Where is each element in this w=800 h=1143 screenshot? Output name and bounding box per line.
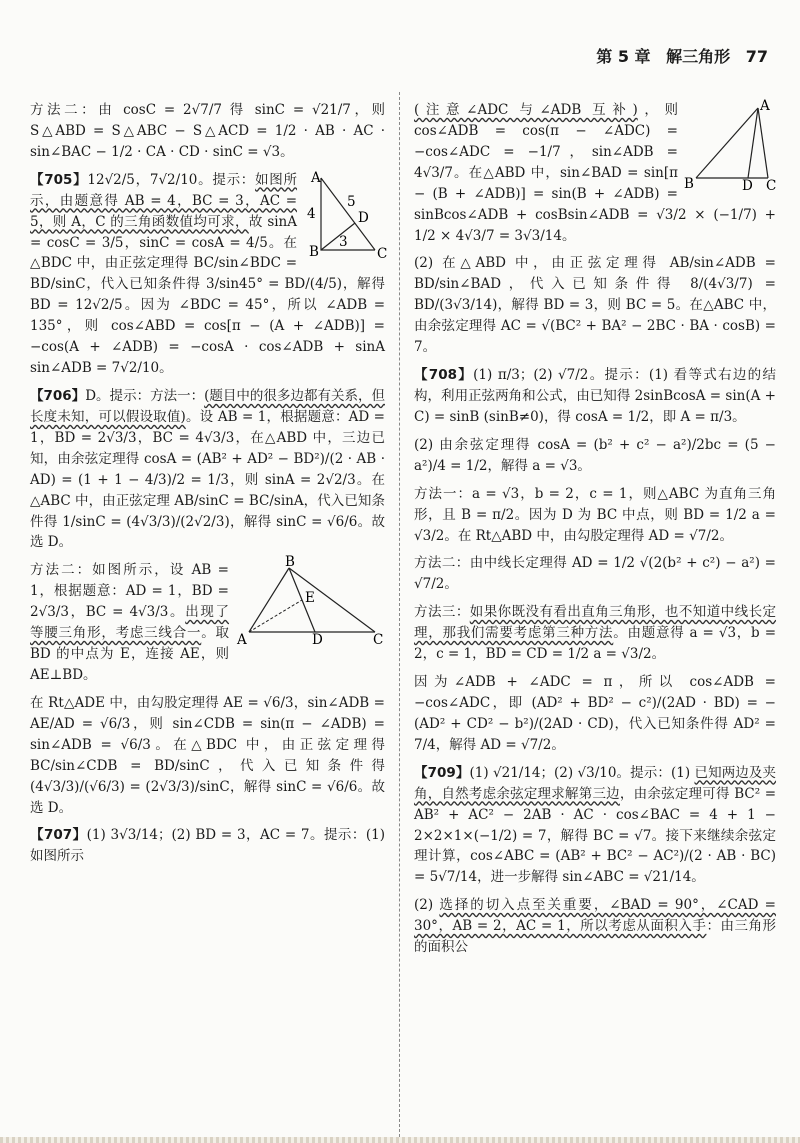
fig707-label-c: C: [766, 178, 777, 194]
hint-705: 如图所示，由题意得 AB = 4，BC = 3，AC = 5，则 A，C 的三角函数值均可求，: [30, 171, 298, 230]
chapter-label: 第 5 章: [596, 47, 651, 66]
hint-706: (题目中的很多边都有关系，但长度未知，可以假设取值): [30, 387, 385, 425]
solution-706: 【706】D。提示：方法一：(题目中的很多边都有关系，但长度未知，可以假设取值)。设 AB = 1，根据题意：AD = 1，BD = 2√3/3，BC = 4√3/3，在△ABD 中，三边已知，由余弦定理得 cosA = (AB² + AD² − BD²)/(2 · AB · AD) = (1 + 1 − 4/3)/2 = 1/3，则 sinA = 2√2/3。在△ABC 中，由正弦定理 AB/sinC = BC/sinA，代入已知条件得 1/sinC = (4√3/3)/(2√2/3)，解得 sinC = √6/6。故选 D。: [30, 387, 385, 551]
solution-708-method-3: 方法三：如果你既没有看出直角三角形，也不知道中线长定理，那我们需要考虑第三种方法。由题意得 a = √3，b = 2，c = 1，BD = CD = 1/2 a = √3/2。: [414, 604, 777, 663]
solution-707-cont: A B D C (注意∠ADC 与∠ADB 互补)，则 cos∠ADB = cos(π − ∠ADC) = −cos∠ADC = −1/7，sin∠ADB = 4√3/7。在△ABD 中，sin∠BAD = sin[π − (B + ∠ADB)] = sin(B + ∠ADB) = sinBcos∠ADB + cosBsin∠ADB = √3/2 × (−1/7) + 1/2 × 4√3/7 = 3√3/14。: [414, 98, 777, 244]
fig707-label-d: D: [742, 178, 753, 194]
column-divider: [399, 92, 400, 1137]
hint-709-area: 选择的切入点至关重要，∠BAD = 90°，∠CAD = 30°，AB = 2，AC = 1，所以考虑从面积入手: [414, 897, 776, 935]
figure-707: [684, 100, 776, 192]
solution-709: 【709】(1) √21/14；(2) √3/10。提示：(1) 已知两边及夹角，自然考虑余弦定理求解第三边，由余弦定理可得 BC² = AB² + AC² − 2AB · AC · cos∠BAC = 4 + 1 − 2×2×1×(−1/2) = 7，解得 BC = √7。接下来继续余弦定理计算，cos∠ABC = (AB² + BC² − AC²)/(2 · AB · BC) = 5√7/14，进一步解得 sin∠ABC = √21/14。: [414, 764, 777, 886]
solution-708-method-3-cont: 因为∠ADB + ∠ADC = π，所以 cos∠ADB = −cos∠ADC，即 (AD² + BD² − c²)/(2AD · BD) = −(AD² + CD² − b²)/(2AD · CD)，代入已知条件得 AD² = 7/4，解得 AD = √7/2。: [414, 674, 776, 753]
solution-704-method-2: 方法二：由 cosC = 2√7/7 得 sinC = √21/7，则 S△ABD = S△ABC − S△ACD = 1/2 · AB · AC · sin∠BAC − 1/2 · CA · CD · sinC = √3。: [30, 102, 385, 160]
fig705-label-3: 3: [339, 233, 348, 250]
fig706-label-d: D: [312, 632, 323, 649]
solution-705: A B C D 5 4 3 【705】12√2/5，7√2/10。提示：如图所示，由题意得 AB = 4，BC = 3，AC = 5，则 A，C 的三角函数值均可求，故 sinA = cosC = 3/5，sinC = cosA = 4/5。在△BDC 中，由正弦定理得 BC/sin∠BDC = BD/sinC，代入已知条件得 3/sin45° = BD/(4/5)，解得 BD = 12√2/5。因为 ∠BDC = 45°，所以 ∠ADB = 135°，则 cos∠ABD = cos[π − (A + ∠ADB)] = −cos(A + ∠ADB) = −cosA · cos∠ADB + sinA sin∠ADB = 7√2/10。: [30, 169, 388, 377]
fig705-label-a: A: [311, 169, 321, 186]
fig706-label-b: B: [285, 554, 295, 571]
problem-tag-705: 【705】: [30, 171, 88, 188]
solution-709-part-2: (2) 选择的切入点至关重要，∠BAD = 90°，∠CAD = 30°，AB = 2，AC = 1，所以考虑从面积入手：由三角形的面积公: [414, 897, 776, 956]
hint-706-isosceles: 出现了等腰三角形，考虑三线合一: [30, 604, 230, 642]
problem-tag-709: 【709】: [414, 764, 470, 781]
solution-708-part-2: (2) 由余弦定理得 cosA = (b² + c² − a²)/2bc = (5 − a²)/4 = 1/2，解得 a = √3。: [414, 436, 776, 474]
fig705-label-d: D: [358, 209, 369, 226]
fig705-label-c: C: [377, 245, 388, 262]
solution-707-part-2: (2) 在△ABD 中，由正弦定理得 AB/sin∠ADB = BD/sin∠BAD，代入已知条件得 8/(4√3/7) = BD/(3√3/14)，解得 BD = 3，则 BC = 5。在△ABC 中，由余弦定理得 AC = √(BC² + BA² − 2BC · BA · cosB) = 7。: [414, 255, 776, 356]
problem-tag-706: 【706】: [30, 387, 86, 404]
solution-708: 【708】(1) π/3；(2) √7/2。提示：(1) 看等式右边的结构，利用正弦两角和公式，由已知得 2sinBcosA = sin(A + C) = sinB (sinB≠0)，得 cosA = 1/2，即 A = π/3。: [414, 367, 776, 425]
fig707-label-a: A: [760, 98, 770, 114]
page-bottom-edge: [0, 1137, 800, 1143]
page-header: [586, 44, 768, 67]
fig707-label-b: B: [684, 176, 694, 192]
problem-tag-707: 【707】: [30, 827, 87, 844]
figure-705: [303, 169, 388, 262]
fig705-label-5: 5: [347, 193, 356, 210]
hint-707: (注意∠ADC 与∠ADB 互补): [414, 102, 638, 118]
fig706-label-e: E: [305, 590, 315, 607]
solution-707: 【707】(1) 3√3/14；(2) BD = 3，AC = 7。提示：(1) 如图所示: [30, 827, 386, 865]
page-number: 77: [745, 47, 768, 66]
fig706-label-c: C: [373, 632, 384, 649]
solution-708-method-2: 方法二：由中线长定理得 AD = 1/2 √(2(b² + c²) − a²) = √7/2。: [414, 555, 776, 593]
chapter-title: 解三角形: [666, 47, 731, 66]
hint-708: 如果你既没有看出直角三角形，也不知道中线长定理，那我们需要考虑第三种方法: [414, 604, 777, 642]
solution-706-method-2-cont: 在 Rt△ADE 中，由勾股定理得 AE = √6/3，sin∠ADB = AE/AD = √6/3，则 sin∠CDB = sin(π − ∠ADB) = sin∠ADB = √6/3。在△BDC 中，由正弦定理得 BC/sin∠CDB = BD/sinC，代入已知条件得 (4√3/3)/(√6/3) = (2√3/3)/sinC，解得 sinC = √6/6。故选 D。: [30, 694, 385, 816]
problem-tag-708: 【708】: [414, 367, 474, 384]
right-column: [414, 100, 776, 965]
fig706-label-a: A: [237, 632, 247, 649]
hint-709: 已知两边及夹角，自然考虑余弦定理求解第三边: [414, 764, 777, 802]
fig705-label-4: 4: [307, 205, 316, 222]
fig705-label-b: B: [309, 243, 319, 260]
solution-708-method-1: 方法一：a = √3，b = 2，c = 1，则△ABC 为直角三角形，且 B = π/2。因为 D 为 BC 中点，则 BD = 1/2 a = √3/2。在 Rt△ABD 中，由勾股定理得 AD = √7/2。: [414, 485, 776, 544]
left-column: [30, 100, 388, 874]
figure-706: [235, 554, 385, 649]
solution-706-method-2: B A C D E 方法二：如图所示，设 AB = 1，根据题意：AD = 1，BD = 2√3/3，BC = 4√3/3。出现了等腰三角形，考虑三线合一。取 BD 的中点为 E，连接 AE，则 AE⊥BD。: [30, 554, 384, 683]
